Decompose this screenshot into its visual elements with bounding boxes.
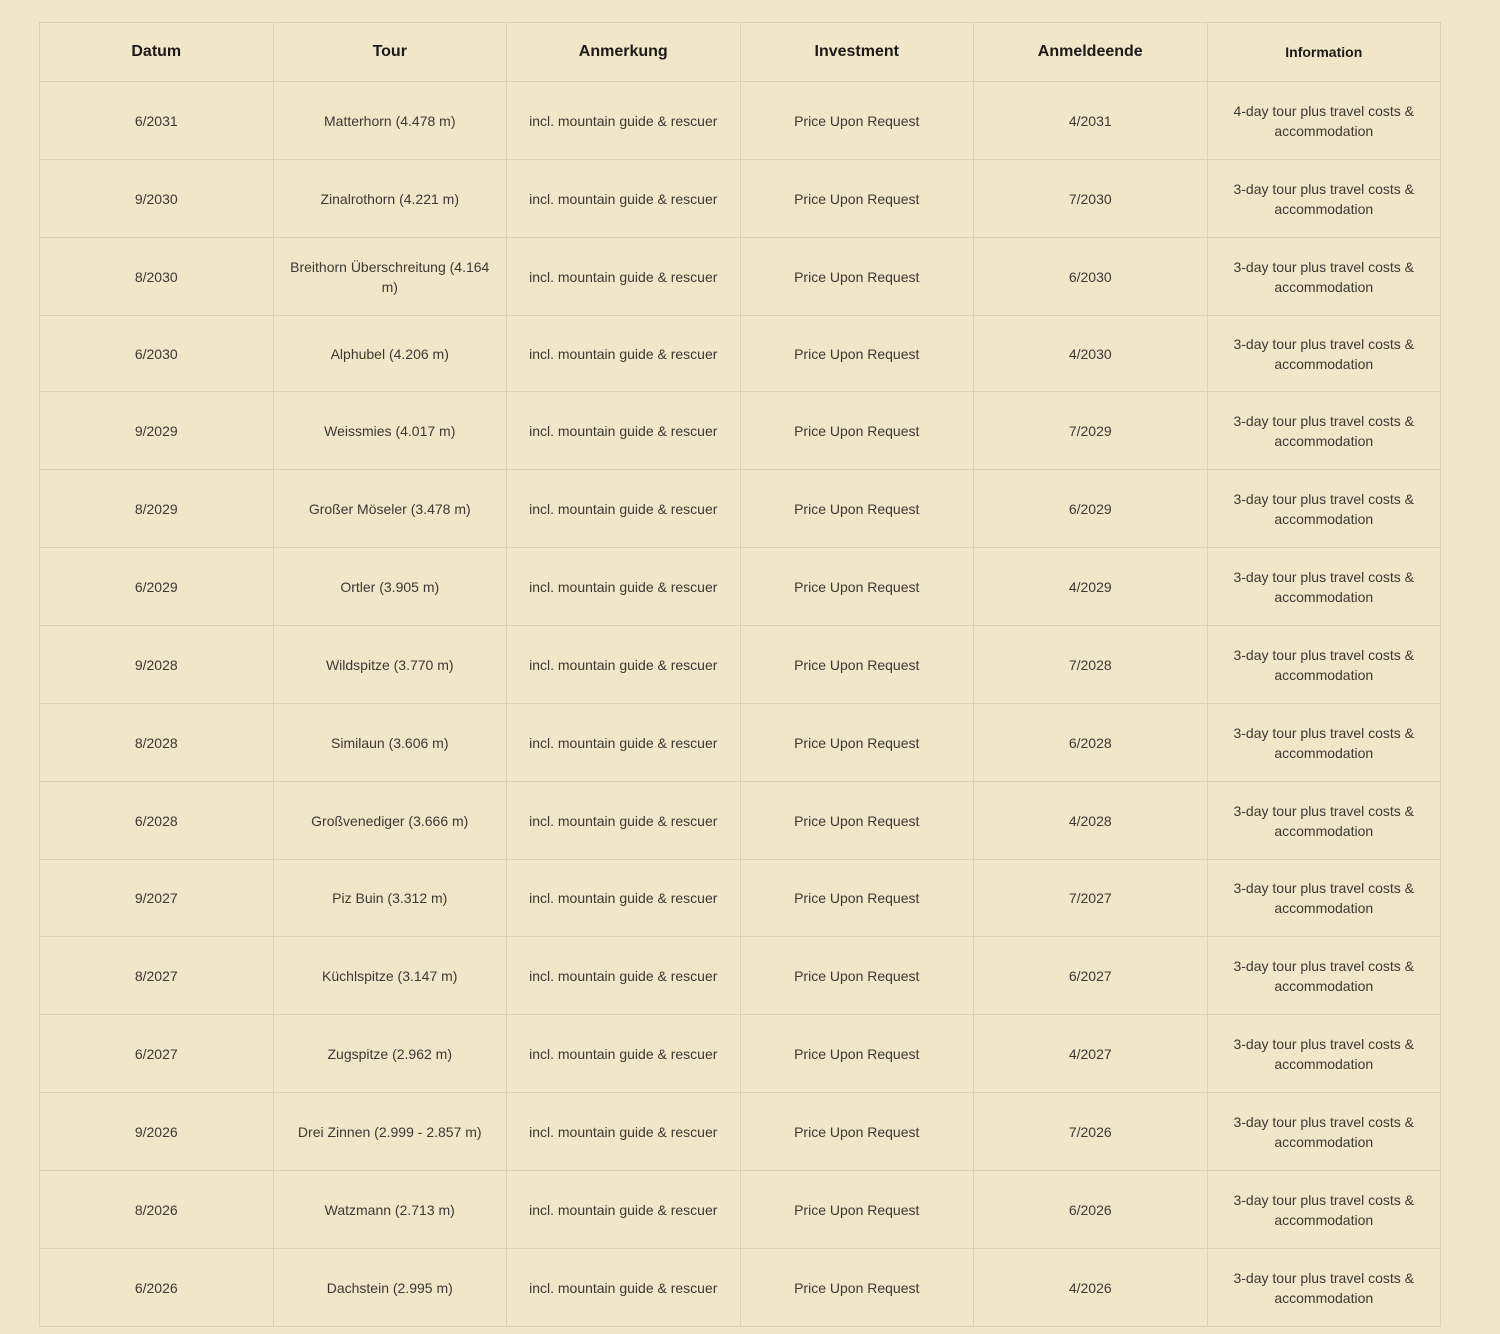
cell-tour: Watzmann (2.713 m) xyxy=(273,1171,507,1249)
cell-anmerkung: incl. mountain guide & rescuer xyxy=(507,316,741,392)
cell-datum: 6/2026 xyxy=(40,1249,274,1327)
cell-information: 3-day tour plus travel costs & accommodation xyxy=(1207,548,1441,626)
cell-anmerkung: incl. mountain guide & rescuer xyxy=(507,238,741,316)
cell-anmeldeende: 4/2028 xyxy=(974,782,1208,860)
cell-anmeldeende: 6/2028 xyxy=(974,704,1208,782)
cell-anmerkung: incl. mountain guide & rescuer xyxy=(507,1093,741,1171)
cell-investment: Price Upon Request xyxy=(740,860,974,937)
table-row xyxy=(40,937,1441,1015)
table-row xyxy=(40,782,1441,860)
cell-investment: Price Upon Request xyxy=(740,782,974,860)
cell-datum: 6/2029 xyxy=(40,548,274,626)
cell-information: 3-day tour plus travel costs & accommodation xyxy=(1207,470,1441,548)
cell-tour: Drei Zinnen (2.999 - 2.857 m) xyxy=(273,1093,507,1171)
cell-datum: 9/2027 xyxy=(40,860,274,937)
cell-datum: 6/2027 xyxy=(40,1015,274,1093)
table-row xyxy=(40,626,1441,704)
cell-anmeldeende: 7/2026 xyxy=(974,1093,1208,1171)
cell-information: 3-day tour plus travel costs & accommodation xyxy=(1207,1249,1441,1327)
cell-anmerkung: incl. mountain guide & rescuer xyxy=(507,470,741,548)
cell-investment: Price Upon Request xyxy=(740,1093,974,1171)
cell-information: 3-day tour plus travel costs & accommodation xyxy=(1207,392,1441,470)
cell-anmerkung: incl. mountain guide & rescuer xyxy=(507,82,741,160)
cell-datum: 6/2031 xyxy=(40,82,274,160)
table-row xyxy=(40,1015,1441,1093)
table-row xyxy=(40,316,1441,392)
cell-tour: Zugspitze (2.962 m) xyxy=(273,1015,507,1093)
cell-datum: 8/2030 xyxy=(40,238,274,316)
cell-information: 3-day tour plus travel costs & accommodation xyxy=(1207,937,1441,1015)
cell-investment: Price Upon Request xyxy=(740,82,974,160)
cell-anmeldeende: 4/2026 xyxy=(974,1249,1208,1327)
cell-tour: Similaun (3.606 m) xyxy=(273,704,507,782)
cell-tour: Wildspitze (3.770 m) xyxy=(273,626,507,704)
cell-anmeldeende: 7/2030 xyxy=(974,160,1208,238)
table-row xyxy=(40,1093,1441,1171)
column-header-anmerkung: Anmerkung xyxy=(507,23,741,82)
cell-anmeldeende: 6/2026 xyxy=(974,1171,1208,1249)
cell-datum: 9/2030 xyxy=(40,160,274,238)
cell-tour: Matterhorn (4.478 m) xyxy=(273,82,507,160)
cell-investment: Price Upon Request xyxy=(740,316,974,392)
cell-anmeldeende: 4/2029 xyxy=(974,548,1208,626)
cell-information: 3-day tour plus travel costs & accommodation xyxy=(1207,1015,1441,1093)
table-row xyxy=(40,1249,1441,1327)
table-row xyxy=(40,82,1441,160)
cell-datum: 9/2028 xyxy=(40,626,274,704)
column-header-information: Information xyxy=(1207,23,1441,82)
table-row xyxy=(40,704,1441,782)
table-header xyxy=(40,23,1441,82)
cell-datum: 6/2030 xyxy=(40,316,274,392)
cell-information: 3-day tour plus travel costs & accommodation xyxy=(1207,626,1441,704)
cell-tour: Weissmies (4.017 m) xyxy=(273,392,507,470)
cell-tour: Breithorn Überschreitung (4.164 m) xyxy=(273,238,507,316)
cell-anmerkung: incl. mountain guide & rescuer xyxy=(507,626,741,704)
cell-information: 3-day tour plus travel costs & accommodation xyxy=(1207,1171,1441,1249)
cell-datum: 9/2029 xyxy=(40,392,274,470)
cell-anmerkung: incl. mountain guide & rescuer xyxy=(507,937,741,1015)
cell-information: 3-day tour plus travel costs & accommodation xyxy=(1207,704,1441,782)
cell-tour: Alphubel (4.206 m) xyxy=(273,316,507,392)
cell-anmerkung: incl. mountain guide & rescuer xyxy=(507,704,741,782)
cell-anmerkung: incl. mountain guide & rescuer xyxy=(507,160,741,238)
cell-tour: Großer Möseler (3.478 m) xyxy=(273,470,507,548)
cell-information: 4-day tour plus travel costs & accommodation xyxy=(1207,82,1441,160)
cell-investment: Price Upon Request xyxy=(740,470,974,548)
tour-table-container xyxy=(39,22,1440,1327)
cell-investment: Price Upon Request xyxy=(740,937,974,1015)
cell-investment: Price Upon Request xyxy=(740,548,974,626)
table-body xyxy=(40,82,1441,1327)
cell-datum: 8/2029 xyxy=(40,470,274,548)
cell-information: 3-day tour plus travel costs & accommodation xyxy=(1207,860,1441,937)
cell-anmeldeende: 7/2029 xyxy=(974,392,1208,470)
cell-datum: 6/2028 xyxy=(40,782,274,860)
column-header-datum: Datum xyxy=(40,23,274,82)
cell-information: 3-day tour plus travel costs & accommodation xyxy=(1207,238,1441,316)
cell-investment: Price Upon Request xyxy=(740,238,974,316)
cell-tour: Dachstein (2.995 m) xyxy=(273,1249,507,1327)
cell-anmeldeende: 7/2028 xyxy=(974,626,1208,704)
cell-information: 3-day tour plus travel costs & accommodation xyxy=(1207,316,1441,392)
table-row xyxy=(40,860,1441,937)
cell-datum: 8/2026 xyxy=(40,1171,274,1249)
cell-tour: Ortler (3.905 m) xyxy=(273,548,507,626)
cell-investment: Price Upon Request xyxy=(740,704,974,782)
cell-datum: 8/2027 xyxy=(40,937,274,1015)
table-row xyxy=(40,238,1441,316)
table-row xyxy=(40,548,1441,626)
cell-investment: Price Upon Request xyxy=(740,392,974,470)
cell-datum: 9/2026 xyxy=(40,1093,274,1171)
cell-anmeldeende: 6/2027 xyxy=(974,937,1208,1015)
tour-schedule-table xyxy=(39,22,1441,1327)
cell-tour: Piz Buin (3.312 m) xyxy=(273,860,507,937)
cell-investment: Price Upon Request xyxy=(740,160,974,238)
column-header-investment: Investment xyxy=(740,23,974,82)
table-row xyxy=(40,392,1441,470)
cell-datum: 8/2028 xyxy=(40,704,274,782)
table-row xyxy=(40,160,1441,238)
cell-anmeldeende: 6/2030 xyxy=(974,238,1208,316)
column-header-anmeldeende: Anmeldeende xyxy=(974,23,1208,82)
cell-tour: Küchlspitze (3.147 m) xyxy=(273,937,507,1015)
cell-investment: Price Upon Request xyxy=(740,1171,974,1249)
table-row xyxy=(40,1171,1441,1249)
cell-information: 3-day tour plus travel costs & accommodation xyxy=(1207,782,1441,860)
cell-anmerkung: incl. mountain guide & rescuer xyxy=(507,1015,741,1093)
table-row xyxy=(40,470,1441,548)
cell-anmerkung: incl. mountain guide & rescuer xyxy=(507,548,741,626)
cell-anmerkung: incl. mountain guide & rescuer xyxy=(507,860,741,937)
cell-investment: Price Upon Request xyxy=(740,626,974,704)
cell-anmerkung: incl. mountain guide & rescuer xyxy=(507,1171,741,1249)
header-row xyxy=(40,23,1441,82)
cell-investment: Price Upon Request xyxy=(740,1249,974,1327)
cell-anmeldeende: 4/2027 xyxy=(974,1015,1208,1093)
cell-tour: Großvenediger (3.666 m) xyxy=(273,782,507,860)
cell-anmeldeende: 4/2030 xyxy=(974,316,1208,392)
column-header-tour: Tour xyxy=(273,23,507,82)
cell-information: 3-day tour plus travel costs & accommodation xyxy=(1207,1093,1441,1171)
cell-anmerkung: incl. mountain guide & rescuer xyxy=(507,1249,741,1327)
cell-anmeldeende: 4/2031 xyxy=(974,82,1208,160)
cell-information: 3-day tour plus travel costs & accommodation xyxy=(1207,160,1441,238)
cell-tour: Zinalrothorn (4.221 m) xyxy=(273,160,507,238)
cell-anmeldeende: 7/2027 xyxy=(974,860,1208,937)
cell-anmeldeende: 6/2029 xyxy=(974,470,1208,548)
cell-anmerkung: incl. mountain guide & rescuer xyxy=(507,392,741,470)
cell-investment: Price Upon Request xyxy=(740,1015,974,1093)
cell-anmerkung: incl. mountain guide & rescuer xyxy=(507,782,741,860)
